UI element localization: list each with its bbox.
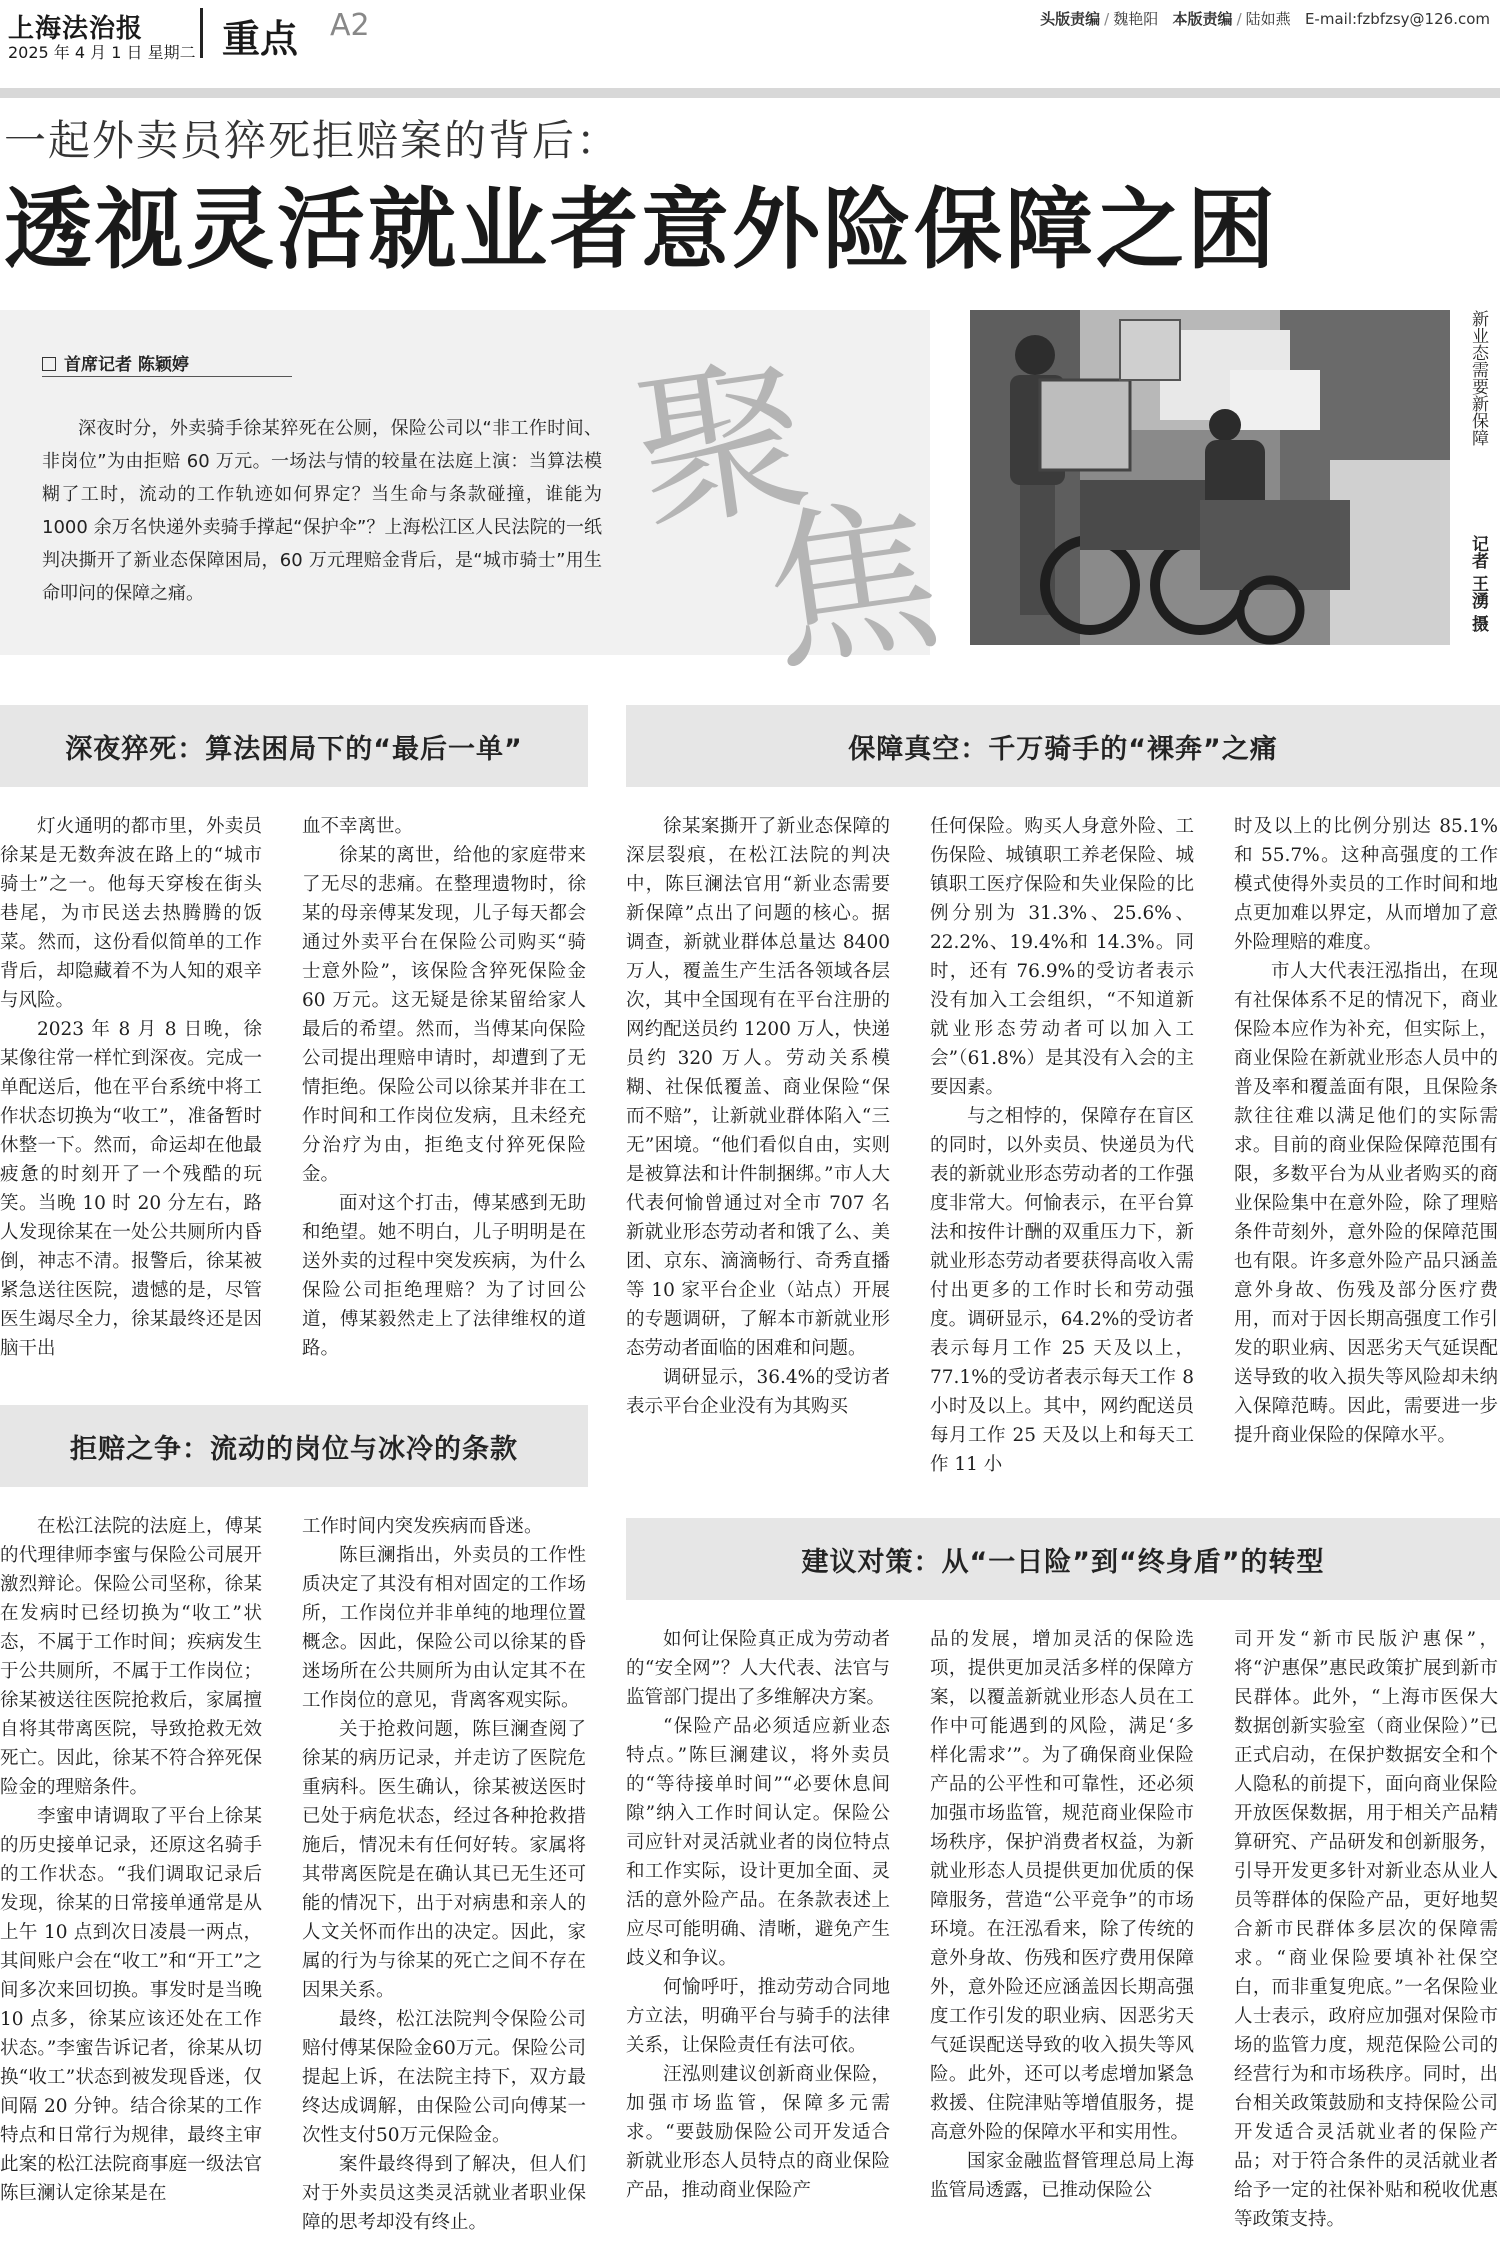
paragraph: 2023 年 8 月 8 日晚，徐某像往常一样忙到深夜。完成一单配送后，他在平台系统中将工作状态切换为“收工”，准备暂时休整一下。然而，命运却在他最疲惫的时刻开了一个残酷的玩笑。当晚 10 时 20 分左右，路人发现徐某在一处公共厕所内昏倒，神志不清。报警后，徐某被紧急送往医院，遗憾的是，尽管医生竭尽全力，徐某最终还是因脑干出 [0,1019,262,1359]
page-number: A2 [330,8,370,43]
paragraph: “保险产品必须适应新业态特点。”陈巨澜建议，将外卖员的“等待接单时间”“必要休息间隙”纳入工作时间认定。保险公司应针对灵活就业者的岗位特点和工作实际，设计更加全面、灵活的意外险产品。在条款表述上应尽可能明确、清晰，避免产生歧义和争议。 [626,1716,890,1969]
paragraph: 调研显示，36.4%的受访者表示平台企业没有为其购买 [626,1367,890,1417]
article-column [930,1625,1194,2205]
paragraph: 最终，松江法院判令保险公司赔付傅某保险金60万元。保险公司提起上诉，在法院主持下，双方最终达成调解，由保险公司向傅某一次性支付50万元保险金。 [302,2009,586,2146]
news-photo [970,310,1450,645]
photo-illustration [970,310,1450,645]
paragraph: 工作时间内突发疾病而昏迷。 [302,1516,543,1537]
editor-email: E-mail:fzbfzsy@126.com [1304,10,1490,28]
editor-role: 头版责编 [1040,10,1101,28]
paragraph: 与之相悖的，保障存在盲区的同时，以外卖员、快递员为代表的新就业形态劳动者的工作强度非常大。何愉表示，在平台算法和按件计酬的双重压力下，新就业形态劳动者要获得高收入需付出更多的工作时长和劳动强度。调研显示，64.2%的受访者表示每月工作 25 天及以上，77.1%的受访者表示每天工作 8 小时及以上。其中，网约配送员每月工作 25 天及以上和每天工作 11 小 [930,1106,1194,1475]
focus-char: 聚 [624,335,821,556]
headline-subtitle: 一起外卖员猝死拒赔案的背后： [4,116,621,165]
editor-name: 陆如燕 [1245,10,1291,28]
focus-char: 焦 [754,475,951,696]
newspaper-logo: 上海法治报 [8,14,144,44]
issue-date: 2025 年 4 月 1 日 星期二 [8,43,196,62]
article-column [930,812,1194,1479]
section-name: 重点 [222,17,299,61]
paragraph: 司开发“新市民版沪惠保”，将“沪惠保”惠民政策扩展到新市民群体。此外，“上海市医保大数据创新实验室（商业保险）”已正式启动，在保护数据安全和个人隐私的前提下，面向商业保险开放医保数据，用于相关产品精算研究、产品研发和创新服务，引导开发更多针对新业态从业人员等群体的保险产品，更好地契合新市民群体多层次的保障需求。“商业保险要填补社保空白，而非重复兜底。”一名保险业人士表示，政府应加强对保险市场的监管力度，规范保险公司的经营行为和市场秩序。同时，出台相关政策鼓励和支持保险公司开发适合灵活就业者的保险产品；对于符合条件的灵活就业者给予一定的社保补贴和税收优惠等政策支持。 [1234,1629,1498,2230]
section-heading: 保障真空：千万骑手的“裸奔”之痛 [626,705,1500,787]
editor-name: 魏艳阳 [1113,10,1159,28]
editor-credits: 头版责编 / 魏艳阳 本版责编 / 陆如燕 E-mail:fzbfzsy@126.com [1040,10,1490,28]
paragraph: 任何保险。购买人身意外险、工伤保险、城镇职工养老保险、城镇职工医疗保险和失业保险的比例分别为 31.3%、25.6%、22.2%、19.4%和 14.3%。同时，还有 76.9%的受访者表示没有加入工会组织，“不知道新就业形态劳动者可以加入工会”（61.8%）是其没有入会的主要因素。 [930,816,1194,1098]
paragraph: 案件最终得到了解决，但人们对于外卖员这类灵活就业者职业保障的思考却没有终止。 [302,2154,586,2233]
editor-role: 本版责编 [1172,10,1233,28]
paragraph: 如何让保险真正成为劳动者的“安全网”？人大代表、法官与监管部门提出了多维解决方案。 [626,1629,890,1708]
paragraph: 徐某案撕开了新业态保障的深层裂痕，在松江法院的判决中，陈巨澜法官用“新业态需要新保障”点出了问题的核心。据调查，新就业群体总量达 8400 万人，覆盖生产生活各领域各层次，其中全国现有在平台注册的网约配送员约 1200 万人，快递员约 320 万人。劳动关系模糊、社保低覆盖、商业保险“保而不赔”，让新就业群体陷入“三无”困境。“他们看似自由，实则是被算法和计件制捆绑。”市人大代表何愉曾通过对全市 707 名新就业形态劳动者和饿了么、美团、京东、滴滴畅行、奇秀直播等 10 家平台企业（站点）开展的专题调研，了解本市新就业形态劳动者面临的困难和问题。 [626,816,890,1359]
paragraph: 汪泓则建议创新商业保险，加强市场监管，保障多元需求。“要鼓励保险公司开发适合新就业形态人员特点的商业保险产品，推动商业保险产 [626,2064,890,2201]
paragraph: 品的发展，增加灵活的保险选项，提供更加灵活多样的保障方案，以覆盖新就业形态人员在工作中可能遇到的风险，满足‘多样化需求’”。为了确保商业保险产品的公平性和可靠性，还必须加强市场监管，规范商业保险市场秩序，保护消费者权益，为新就业形态人员提供更加优质的保障服务，营造“公平竞争”的市场环境。在汪泓看来，除了传统的意外身故、伤残和医疗费用保障外，意外险还应涵盖因长期高强度工作引发的职业病、因恶劣天气延误配送导致的收入损失等风险。此外，还可以考虑增加紧急救援、住院津贴等增值服务，提高意外险的保障水平和实用性。 [930,1629,1194,2143]
byline-text: 首席记者 陈颖婷 [64,355,189,375]
paragraph: 关于抢救问题，陈巨澜查阅了徐某的病历记录，并走访了医院危重病科。医生确认，徐某被送医时已处于病危状态，经过各种抢救措施后，情况未有任何好转。家属将其带离医院是在确认其已无生还可能的情况下，出于对病患和亲人的人文关怀而作出的决定。因此，家属的行为与徐某的死亡之间不存在因果关系。 [302,1719,586,2001]
photo-caption: 新业态需要新保障 [1468,310,1488,446]
square-icon [42,357,56,371]
article-column [302,812,586,1363]
focus-watermark [615,318,951,696]
masthead-divider [200,8,203,58]
paragraph: 灯火通明的都市里，外卖员徐某是无数奔波在路上的“城市骑士”之一。他每天穿梭在街头巷尾，为市民送去热腾腾的饭菜。然而，这份看似简单的工作背后，却隐藏着不为人知的艰辛与风险。 [0,816,262,1011]
paragraph: 面对这个打击，傅某感到无助和绝望。她不明白，儿子明明是在送外卖的过程中突发疾病，为什么保险公司拒绝理赔？为了讨回公道，傅某毅然走上了法律维权的道路。 [302,1193,586,1359]
byline-rule [42,376,292,377]
section-heading: 拒赔之争：流动的岗位与冰冷的条款 [0,1405,588,1487]
article-column [302,1512,586,2237]
photo-credit: 记者 王湧 摄 [1468,535,1488,632]
article-column [0,812,262,1363]
lead-text: 深夜时分，外卖骑手徐某猝死在公厕，保险公司以“非工作时间、非岗位”为由拒赔 60 万元。一场法与情的较量在法庭上演：当算法模糊了工时，流动的工作轨迹如何界定？当生命与条款碰撞，谁能为 1000 余万名快递外卖骑手撑起“保护伞”？上海松江区人民法院的一纸判决撕开了新业态保障困局，60 万元理赔金背后，是“城市骑士”用生命叩问的保障之痛。 [42,418,602,604]
paragraph: 李蜜申请调取了平台上徐某的历史接单记录，还原这名骑手的工作状态。“我们调取记录后发现，徐某的日常接单通常是从上午 10 点到次日凌晨一两点，其间账户会在“收工”和“开工”之间多次来回切换。事发时是当晚 10 点多，徐某应该还处在工作状态。”李蜜告诉记者，徐某从切换“收工”状态到被发现昏迷，仅间隔 20 分钟。结合徐某的工作特点和日常行为规律，最终主审此案的松江法院商事庭一级法官陈巨澜认定徐某是在 [0,1806,262,2204]
article-column [626,812,890,1421]
paragraph: 血不幸离世。 [302,816,414,837]
paragraph: 陈巨澜指出，外卖员的工作性质决定了其没有相对固定的工作场所，工作岗位并非单纯的地理位置概念。因此，保险公司以徐某的昏迷场所在公共厕所为由认定其不在工作岗位的意见，背离客观实际。 [302,1545,586,1711]
paragraph: 市人大代表汪泓指出，在现有社保体系不足的情况下，商业保险本应作为补充，但实际上，商业保险在新就业形态人员中的普及率和覆盖面有限，且保险条款往往难以满足他们的实际需求。目前的商业保险保障范围有限，多数平台为从业者购买的商业保险集中在意外险，除了理赔条件苛刻外，意外险的保障范围也有限。许多意外险产品只涵盖意外身故、伤残及部分医疗费用，而对于因长期高强度工作引发的职业病、因恶劣天气延误配送导致的收入损失等风险却未纳入保障范畴。因此，需要进一步提升商业保险的保障水平。 [1234,961,1498,1446]
paragraph: 何愉呼吁，推动劳动合同地方立法，明确平台与骑手的法律关系，让保险责任有法可依。 [626,1977,890,2056]
article-column [1234,1625,1498,2234]
section-heading: 建议对策：从“一日险”到“终身盾”的转型 [626,1518,1500,1600]
paragraph: 国家金融监督管理总局上海监管局透露，已推动保险公 [930,2151,1194,2201]
article-column [1234,812,1498,1450]
paragraph: 徐某的离世，给他的家庭带来了无尽的悲痛。在整理遗物时，徐某的母亲傅某发现，儿子每天都会通过外卖平台在保险公司购买“骑士意外险”，该保险含猝死保险金 60 万元。这无疑是徐某留给家人最后的希望。然而，当傅某向保险公司提出理赔申请时，却遭到了无情拒绝。保险公司以徐某并非在工作时间和工作岗位发病，且未经充分治疗为由，拒绝支付猝死保险金。 [302,845,586,1185]
article-column [626,1625,890,2205]
paragraph: 在松江法院的法庭上，傅某的代理律师李蜜与保险公司展开激烈辩论。保险公司坚称，徐某在发病时已经切换为“收工”状态，不属于工作时间；疾病发生于公共厕所，不属于工作岗位；徐某被送往医院抢救后，家属擅自将其带离医院，导致抢救无效死亡。因此，徐某不符合猝死保险金的理赔条件。 [0,1516,262,1798]
article-column [0,1512,262,2208]
byline [42,350,189,375]
paragraph: 时及以上的比例分别达 85.1%和 55.7%。这种高强度的工作模式使得外卖员的工作时间和地点更加难以界定，从而增加了意外险理赔的难度。 [1234,816,1498,953]
section-heading: 深夜猝死：算法困局下的“最后一单” [0,705,588,787]
headline-title: 透视灵活就业者意外险保障之困 [4,177,1279,281]
top-rule [0,88,1500,98]
